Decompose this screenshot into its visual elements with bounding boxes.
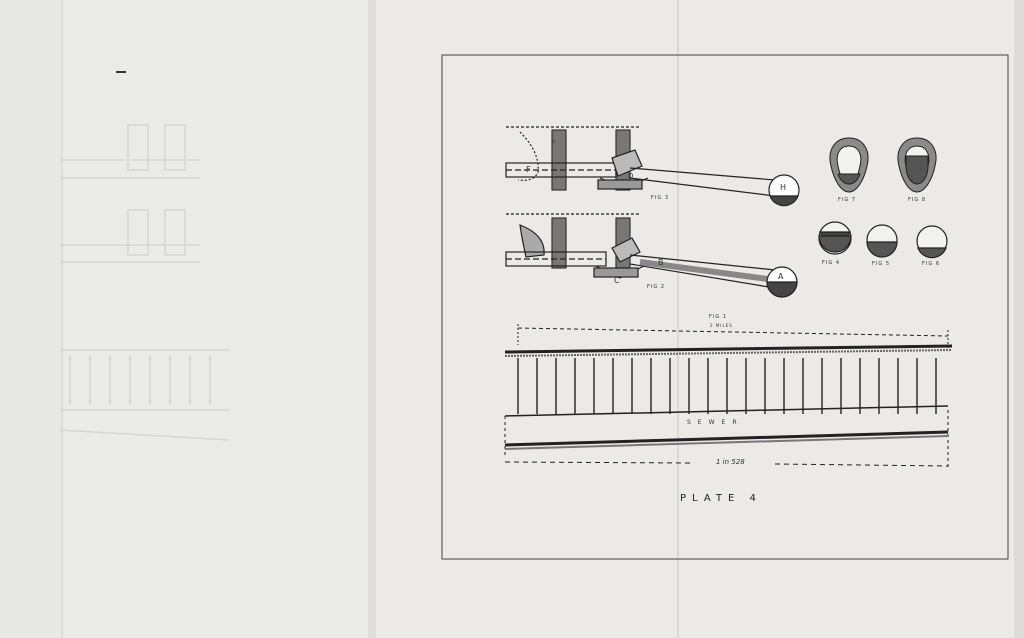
letter-D: D bbox=[628, 172, 635, 180]
fig-8-label: FIG 8 bbox=[908, 197, 926, 203]
page-gutter bbox=[368, 0, 376, 638]
right-page bbox=[376, 0, 1024, 638]
right-edge-shadow bbox=[1014, 0, 1024, 638]
letter-F-upper: F bbox=[551, 139, 557, 148]
fig-4-section bbox=[819, 222, 851, 254]
letter-F-lower: F bbox=[526, 165, 532, 174]
letter-B: B bbox=[658, 258, 665, 267]
fig-2-label: FIG 2 bbox=[647, 284, 665, 290]
fig-3-label: FIG 3 bbox=[651, 195, 669, 201]
sewer-label: SEWER bbox=[687, 419, 744, 426]
fig-5-section bbox=[867, 225, 897, 257]
fig-4-label: FIG 4 bbox=[822, 260, 840, 266]
plate-title: PLATE 4 bbox=[680, 493, 762, 504]
fig-6-label: FIG 6 bbox=[922, 261, 940, 267]
letter-H: H bbox=[780, 183, 788, 192]
fig-5-label: FIG 5 bbox=[872, 261, 890, 267]
fig-1-label: FIG 1 bbox=[709, 314, 727, 320]
scale-label: 1 in 528 bbox=[716, 458, 745, 466]
fig-7-label: FIG 7 bbox=[838, 197, 856, 203]
distance-label: 2 MILES bbox=[710, 323, 733, 328]
letter-A: A bbox=[778, 272, 785, 281]
letter-C: C bbox=[614, 276, 621, 285]
fig-6-section bbox=[917, 226, 947, 258]
left-page-inner-shade bbox=[62, 0, 372, 638]
